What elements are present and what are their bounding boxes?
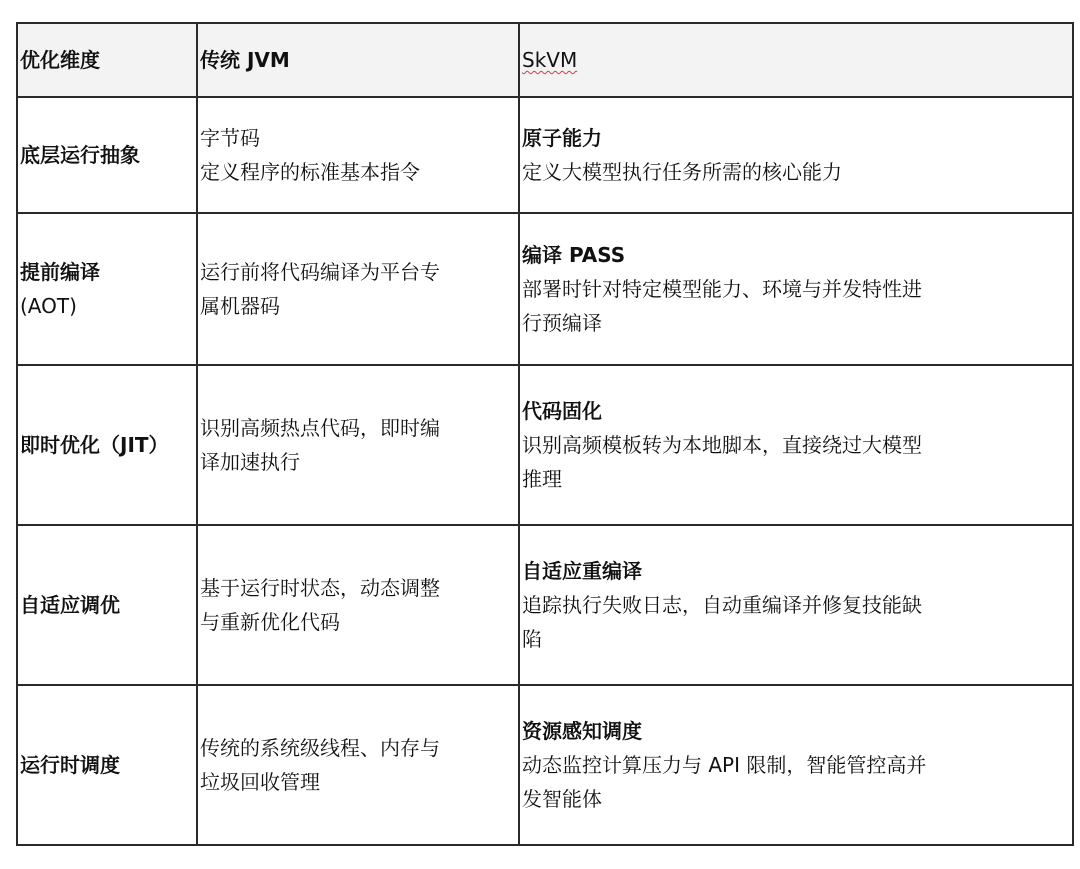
row-jvm-cell [197,213,519,365]
row-skvm-cell [519,685,1073,845]
jvm-line: 垃圾回收管理 [200,770,320,794]
row-jvm-cell [197,525,519,685]
skvm-title: 编译 PASS [522,243,626,267]
jvm-line: 识别高频热点代码，即时编 [200,416,440,440]
skvm-title: 资源感知调度 [522,719,642,743]
row-dimension: 自适应调优 [17,525,197,685]
row-skvm-cell [519,97,1073,213]
skvm-line: 动态监控计算压力与 API 限制，智能管控高并 [522,753,927,777]
table-row [17,213,1073,365]
row-skvm-cell [519,213,1073,365]
skvm-line: 行预编译 [522,311,602,335]
skvm-title: 原子能力 [522,126,602,150]
row-skvm-cell [519,525,1073,685]
table-row [17,365,1073,525]
skvm-title: 代码固化 [522,399,602,423]
table-row [17,685,1073,845]
header-dimension: 优化维度 [17,23,197,97]
jvm-line: 与重新优化代码 [200,610,340,634]
skvm-line: 发智能体 [522,787,602,811]
jvm-line: 基于运行时状态，动态调整 [200,576,440,600]
row-jvm-cell [197,97,519,213]
jvm-line: 运行前将代码编译为平台专 [200,260,440,284]
table-row [17,525,1073,685]
header-skvm [519,23,1073,97]
skvm-line: 定义大模型执行任务所需的核心能力 [522,160,842,184]
comparison-table [16,22,1074,846]
skvm-line: 陷 [522,627,542,651]
row-dimension: 运行时调度 [17,685,197,845]
jvm-line: 译加速执行 [200,450,300,474]
header-jvm: 传统 JVM [197,23,519,97]
table-row [17,97,1073,213]
row-skvm-cell [519,365,1073,525]
table-header-row [17,23,1073,97]
row-dimension: 底层运行抽象 [17,97,197,213]
row-dimension: 即时优化（JIT） [17,365,197,525]
dimension-line: (AOT) [20,294,77,318]
row-jvm-cell [197,685,519,845]
row-jvm-cell [197,365,519,525]
skvm-line: 追踪执行失败日志，自动重编译并修复技能缺 [522,593,922,617]
skvm-line: 推理 [522,467,562,491]
jvm-line: 定义程序的标准基本指令 [200,160,420,184]
jvm-line: 字节码 [200,126,260,150]
skvm-title: 自适应重编译 [522,559,642,583]
jvm-line: 传统的系统级线程、内存与 [200,736,440,760]
dimension-line: 提前编译 [20,260,100,284]
row-dimension [17,213,197,365]
jvm-line: 属机器码 [200,294,280,318]
skvm-line: 部署时针对特定模型能力、环境与并发特性进 [522,277,922,301]
skvm-line: 识别高频模板转为本地脚本，直接绕过大模型 [522,433,922,457]
header-skvm-label: SkVM [522,48,578,72]
